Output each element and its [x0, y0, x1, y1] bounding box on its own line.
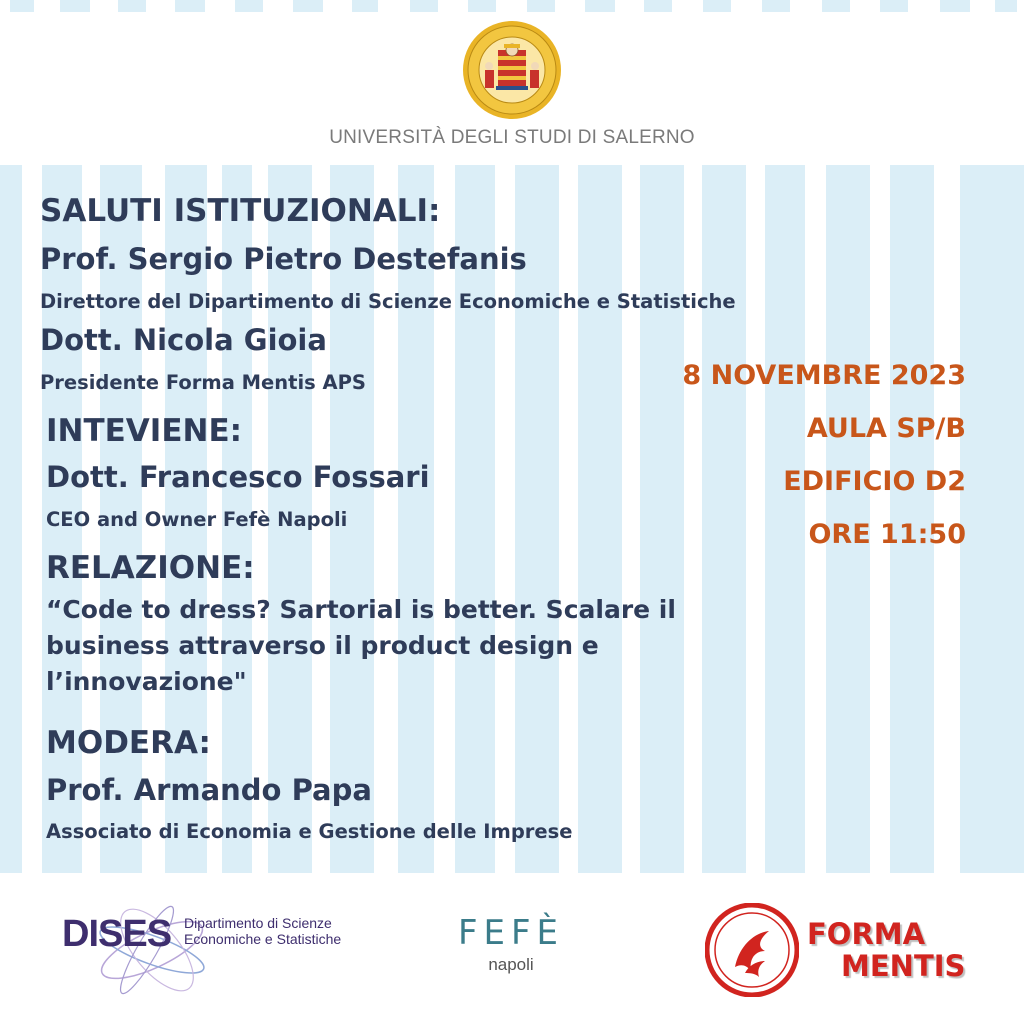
speaker3-role: CEO and Owner Fefè Napoli: [46, 508, 348, 531]
fefe-subtitle: napoli: [488, 955, 534, 974]
dises-subtitle: [184, 915, 341, 947]
speaker2-name: Dott. Nicola Gioia: [40, 323, 327, 357]
speaker1-name: Prof. Sergio Pietro Destefanis: [40, 242, 527, 276]
speaker3-name: Dott. Francesco Fossari: [46, 460, 430, 494]
dises-wordmark: DISES: [62, 913, 172, 955]
dises-subtitle-line1: Dipartimento di Scienze: [184, 915, 332, 931]
event-building: EDIFICIO D2: [783, 466, 966, 497]
fefe-logo: [430, 913, 592, 983]
dises-logo: [62, 895, 342, 1005]
relazione-text: “Code to dress? Sartorial is better. Scalare il business attraverso il product design e l’innovazione": [46, 595, 676, 696]
dises-subtitle-line2: Economiche e Statistiche: [184, 931, 342, 947]
event-time: ORE 11:50: [808, 519, 966, 550]
speaker1-role: Direttore del Dipartimento di Scienze Economiche e Statistiche: [40, 290, 736, 313]
moderator-name: Prof. Armando Papa: [46, 773, 372, 807]
relazione-heading: RELAZIONE:: [46, 550, 255, 586]
footer-logos: [0, 873, 1024, 1024]
modera-heading: MODERA:: [46, 725, 211, 761]
saluti-heading: SALUTI ISTITUZIONALI:: [40, 193, 441, 229]
interviene-heading: INTEVIENE:: [46, 413, 243, 449]
moderator-role: Associato di Economia e Gestione delle Imprese: [46, 820, 573, 843]
speaker2-role: Presidente Forma Mentis APS: [40, 371, 366, 394]
event-date: 8 NOVEMBRE 2023: [682, 360, 966, 391]
forma-word: FORMA: [807, 917, 926, 951]
fefe-wordmark: FEFÈ: [457, 913, 565, 953]
mentis-word: MENTIS: [841, 949, 966, 983]
forma-mentis-logo: [705, 903, 995, 998]
event-room: AULA SP/B: [806, 413, 966, 444]
phoenix-emblem-icon: [705, 903, 799, 997]
university-name: UNIVERSITÀ DEGLI STUDI DI SALERNO: [329, 127, 695, 148]
